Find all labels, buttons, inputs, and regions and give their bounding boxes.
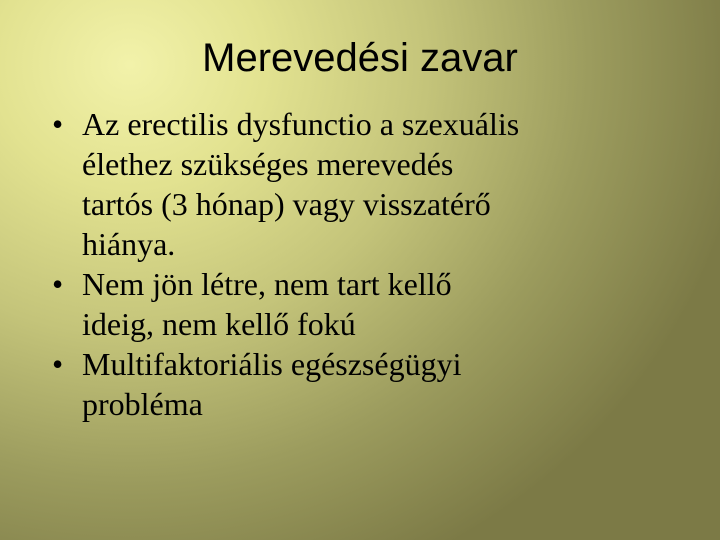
bullet-icon: • [52, 266, 64, 302]
slide-title: Merevedési zavar [202, 36, 518, 80]
bullet-text-line: probléma [82, 386, 203, 422]
bullet-text-line: tartós (3 hónap) vagy visszatérő [82, 186, 491, 222]
bullet-item [52, 104, 672, 264]
bullet-icon: • [52, 346, 64, 382]
bullet-item [52, 264, 672, 344]
bullet-text-line: Multifaktoriális egészségügyi [82, 346, 462, 382]
bullet-text-line: Az erectilis dysfunctio a szexuális [82, 106, 520, 142]
bullet-item [52, 344, 672, 424]
bullet-text-line: hiánya. [82, 226, 176, 262]
bullet-text-line: Nem jön létre, nem tart kellő [82, 266, 452, 302]
bullet-text-line: élethez szükséges merevedés [82, 146, 454, 182]
bullet-icon: • [52, 106, 64, 142]
bullet-text-line: ideig, nem kellő fokú [82, 306, 356, 342]
bullet-list [52, 104, 672, 424]
